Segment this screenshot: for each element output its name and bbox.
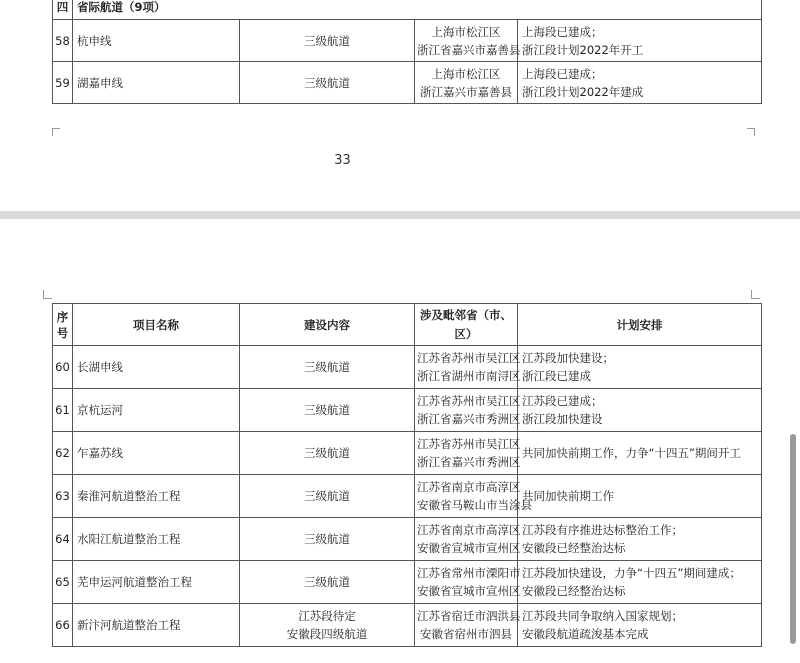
project-name: 秦淮河航道整治工程 bbox=[73, 475, 240, 518]
document-page-top bbox=[0, 0, 800, 211]
crop-mark bbox=[747, 128, 755, 129]
project-name: 京杭运河 bbox=[73, 389, 240, 432]
construction-content-line: 三级航道 bbox=[304, 532, 350, 546]
adjacent-regions-line: 浙江省嘉兴市秀洲区 bbox=[417, 455, 521, 469]
row-number: 58 bbox=[53, 20, 73, 62]
adjacent-regions bbox=[415, 20, 521, 62]
adjacent-regions-line: 上海市松江区 bbox=[431, 24, 501, 39]
table-row bbox=[53, 20, 762, 62]
header-number: 序号 bbox=[53, 304, 73, 346]
table-row bbox=[53, 475, 762, 518]
plan-arrangement-line: 安徽段已经整治达标 bbox=[522, 541, 626, 555]
waterway-table-continued bbox=[52, 0, 762, 104]
plan-arrangement-line: 共同加快前期工作，力争“十四五”期间开工 bbox=[522, 446, 741, 460]
crop-mark bbox=[754, 128, 755, 136]
project-name: 杭申线 bbox=[73, 20, 240, 62]
project-name: 新汴河航道整治工程 bbox=[73, 604, 240, 647]
construction-content-line: 安徽段四级航道 bbox=[286, 627, 368, 641]
page-number: 33 bbox=[334, 153, 351, 168]
plan-arrangement-line: 浙江段计划2022年建成 bbox=[522, 84, 644, 99]
adjacent-regions bbox=[415, 346, 521, 389]
document-page-bottom bbox=[0, 219, 800, 663]
table-row bbox=[53, 604, 762, 647]
plan-arrangement bbox=[518, 518, 762, 561]
adjacent-regions-line: 江苏省南京市高淳区 bbox=[417, 523, 521, 537]
construction-content bbox=[240, 346, 415, 389]
plan-arrangement-line: 浙江段计划2022年开工 bbox=[522, 42, 644, 57]
plan-arrangement bbox=[518, 432, 762, 475]
row-number: 65 bbox=[53, 561, 73, 604]
plan-arrangement bbox=[518, 20, 762, 62]
plan-arrangement bbox=[518, 346, 762, 389]
row-number: 60 bbox=[53, 346, 73, 389]
adjacent-regions-line: 江苏省苏州市吴江区 bbox=[417, 394, 521, 408]
crop-mark bbox=[52, 128, 53, 136]
construction-content bbox=[240, 561, 415, 604]
construction-content-line: 三级航道 bbox=[304, 575, 350, 589]
adjacent-regions bbox=[415, 432, 521, 475]
row-number: 63 bbox=[53, 475, 73, 518]
construction-content-line: 三级航道 bbox=[304, 360, 350, 374]
plan-arrangement-line: 江苏段加快建设； bbox=[522, 351, 614, 365]
waterway-table bbox=[52, 303, 762, 647]
project-name: 芜申运河航道整治工程 bbox=[73, 561, 240, 604]
plan-arrangement-line: 安徽段航道疏浚基本完成 bbox=[522, 627, 649, 641]
adjacent-regions bbox=[415, 518, 521, 561]
plan-arrangement bbox=[518, 62, 762, 104]
construction-content bbox=[240, 518, 415, 561]
construction-content-line: 三级航道 bbox=[304, 33, 350, 48]
row-number: 64 bbox=[53, 518, 73, 561]
construction-content-line: 三级航道 bbox=[304, 489, 350, 503]
construction-content-line: 三级航道 bbox=[304, 75, 350, 90]
plan-arrangement bbox=[518, 475, 762, 518]
table-header-row bbox=[53, 304, 762, 346]
plan-arrangement-line: 江苏段加快建设，力争“十四五”期间建成； bbox=[522, 566, 741, 580]
adjacent-regions-line: 安徽省宿州市泗县 bbox=[420, 627, 512, 641]
plan-arrangement-line: 江苏段有序推进达标整治工作； bbox=[522, 523, 683, 537]
section-header-row bbox=[53, 0, 762, 20]
construction-content bbox=[240, 432, 415, 475]
table-row bbox=[53, 62, 762, 104]
adjacent-regions bbox=[415, 475, 532, 518]
construction-content bbox=[240, 62, 415, 104]
row-number: 62 bbox=[53, 432, 73, 475]
adjacent-regions-line: 浙江省嘉兴市秀洲区 bbox=[417, 412, 521, 426]
section-title: 省际航道（9项） bbox=[73, 0, 762, 20]
adjacent-regions bbox=[415, 389, 521, 432]
crop-mark bbox=[751, 298, 760, 299]
adjacent-regions-line: 江苏省常州市溧阳市 bbox=[417, 566, 521, 580]
construction-content-line: 三级航道 bbox=[304, 403, 350, 417]
plan-arrangement-line: 浙江段已建成 bbox=[522, 369, 591, 383]
project-name: 长湖申线 bbox=[73, 346, 240, 389]
construction-content bbox=[240, 604, 415, 647]
construction-content bbox=[240, 20, 415, 62]
adjacent-regions-line: 浙江省嘉兴市嘉善县 bbox=[417, 42, 521, 57]
header-construction-content: 建设内容 bbox=[240, 304, 415, 346]
adjacent-regions-line: 江苏省南京市高淳区 bbox=[417, 480, 521, 494]
crop-mark bbox=[52, 128, 60, 129]
page-separator bbox=[0, 211, 800, 219]
table-row bbox=[53, 389, 762, 432]
row-number: 61 bbox=[53, 389, 73, 432]
plan-arrangement-line: 上海段已建成； bbox=[522, 66, 603, 81]
adjacent-regions-line: 浙江嘉兴市嘉善县 bbox=[420, 84, 512, 99]
project-name: 水阳江航道整治工程 bbox=[73, 518, 240, 561]
table-row bbox=[53, 346, 762, 389]
adjacent-regions-line: 安徽省马鞍山市当涂县 bbox=[417, 498, 532, 512]
adjacent-regions bbox=[415, 62, 518, 104]
adjacent-regions-line: 安徽省宣城市宣州区 bbox=[417, 584, 521, 598]
project-name: 湖嘉申线 bbox=[73, 62, 240, 104]
table-row bbox=[53, 432, 762, 475]
row-number: 59 bbox=[53, 62, 73, 104]
plan-arrangement-line: 江苏段共同争取纳入国家规划； bbox=[522, 609, 683, 623]
plan-arrangement-line: 浙江段加快建设 bbox=[522, 412, 603, 426]
plan-arrangement-line: 共同加快前期工作 bbox=[522, 489, 614, 503]
adjacent-regions bbox=[415, 604, 521, 647]
plan-arrangement-line: 江苏段已建成； bbox=[522, 394, 603, 408]
construction-content-line: 江苏段待定 bbox=[298, 609, 356, 623]
adjacent-regions-line: 浙江省湖州市南浔区 bbox=[417, 369, 521, 383]
project-name: 乍嘉苏线 bbox=[73, 432, 240, 475]
adjacent-regions-line: 安徽省宣城市宣州区 bbox=[417, 541, 521, 555]
construction-content bbox=[240, 389, 415, 432]
plan-arrangement bbox=[518, 389, 762, 432]
header-regions: 涉及毗邻省（市、区） bbox=[415, 304, 518, 346]
adjacent-regions-line: 江苏省苏州市吴江区 bbox=[417, 351, 521, 365]
header-project-name: 项目名称 bbox=[73, 304, 240, 346]
scrollbar-thumb[interactable] bbox=[790, 434, 796, 644]
table-row bbox=[53, 518, 762, 561]
construction-content-line: 三级航道 bbox=[304, 446, 350, 460]
adjacent-regions-line: 江苏省宿迁市泗洪县 bbox=[417, 609, 521, 623]
crop-mark bbox=[43, 298, 52, 299]
plan-arrangement-line: 安徽段已经整治达标 bbox=[522, 584, 626, 598]
plan-arrangement bbox=[518, 604, 762, 647]
adjacent-regions-line: 上海市松江区 bbox=[431, 66, 501, 81]
plan-arrangement bbox=[518, 561, 762, 604]
row-number: 66 bbox=[53, 604, 73, 647]
adjacent-regions bbox=[415, 561, 521, 604]
section-number: 四 bbox=[53, 0, 73, 20]
table-row bbox=[53, 561, 762, 604]
adjacent-regions-line: 江苏省苏州市吴江区 bbox=[417, 437, 521, 451]
plan-arrangement-line: 上海段已建成； bbox=[522, 24, 603, 39]
header-plan: 计划安排 bbox=[518, 304, 762, 346]
construction-content bbox=[240, 475, 415, 518]
